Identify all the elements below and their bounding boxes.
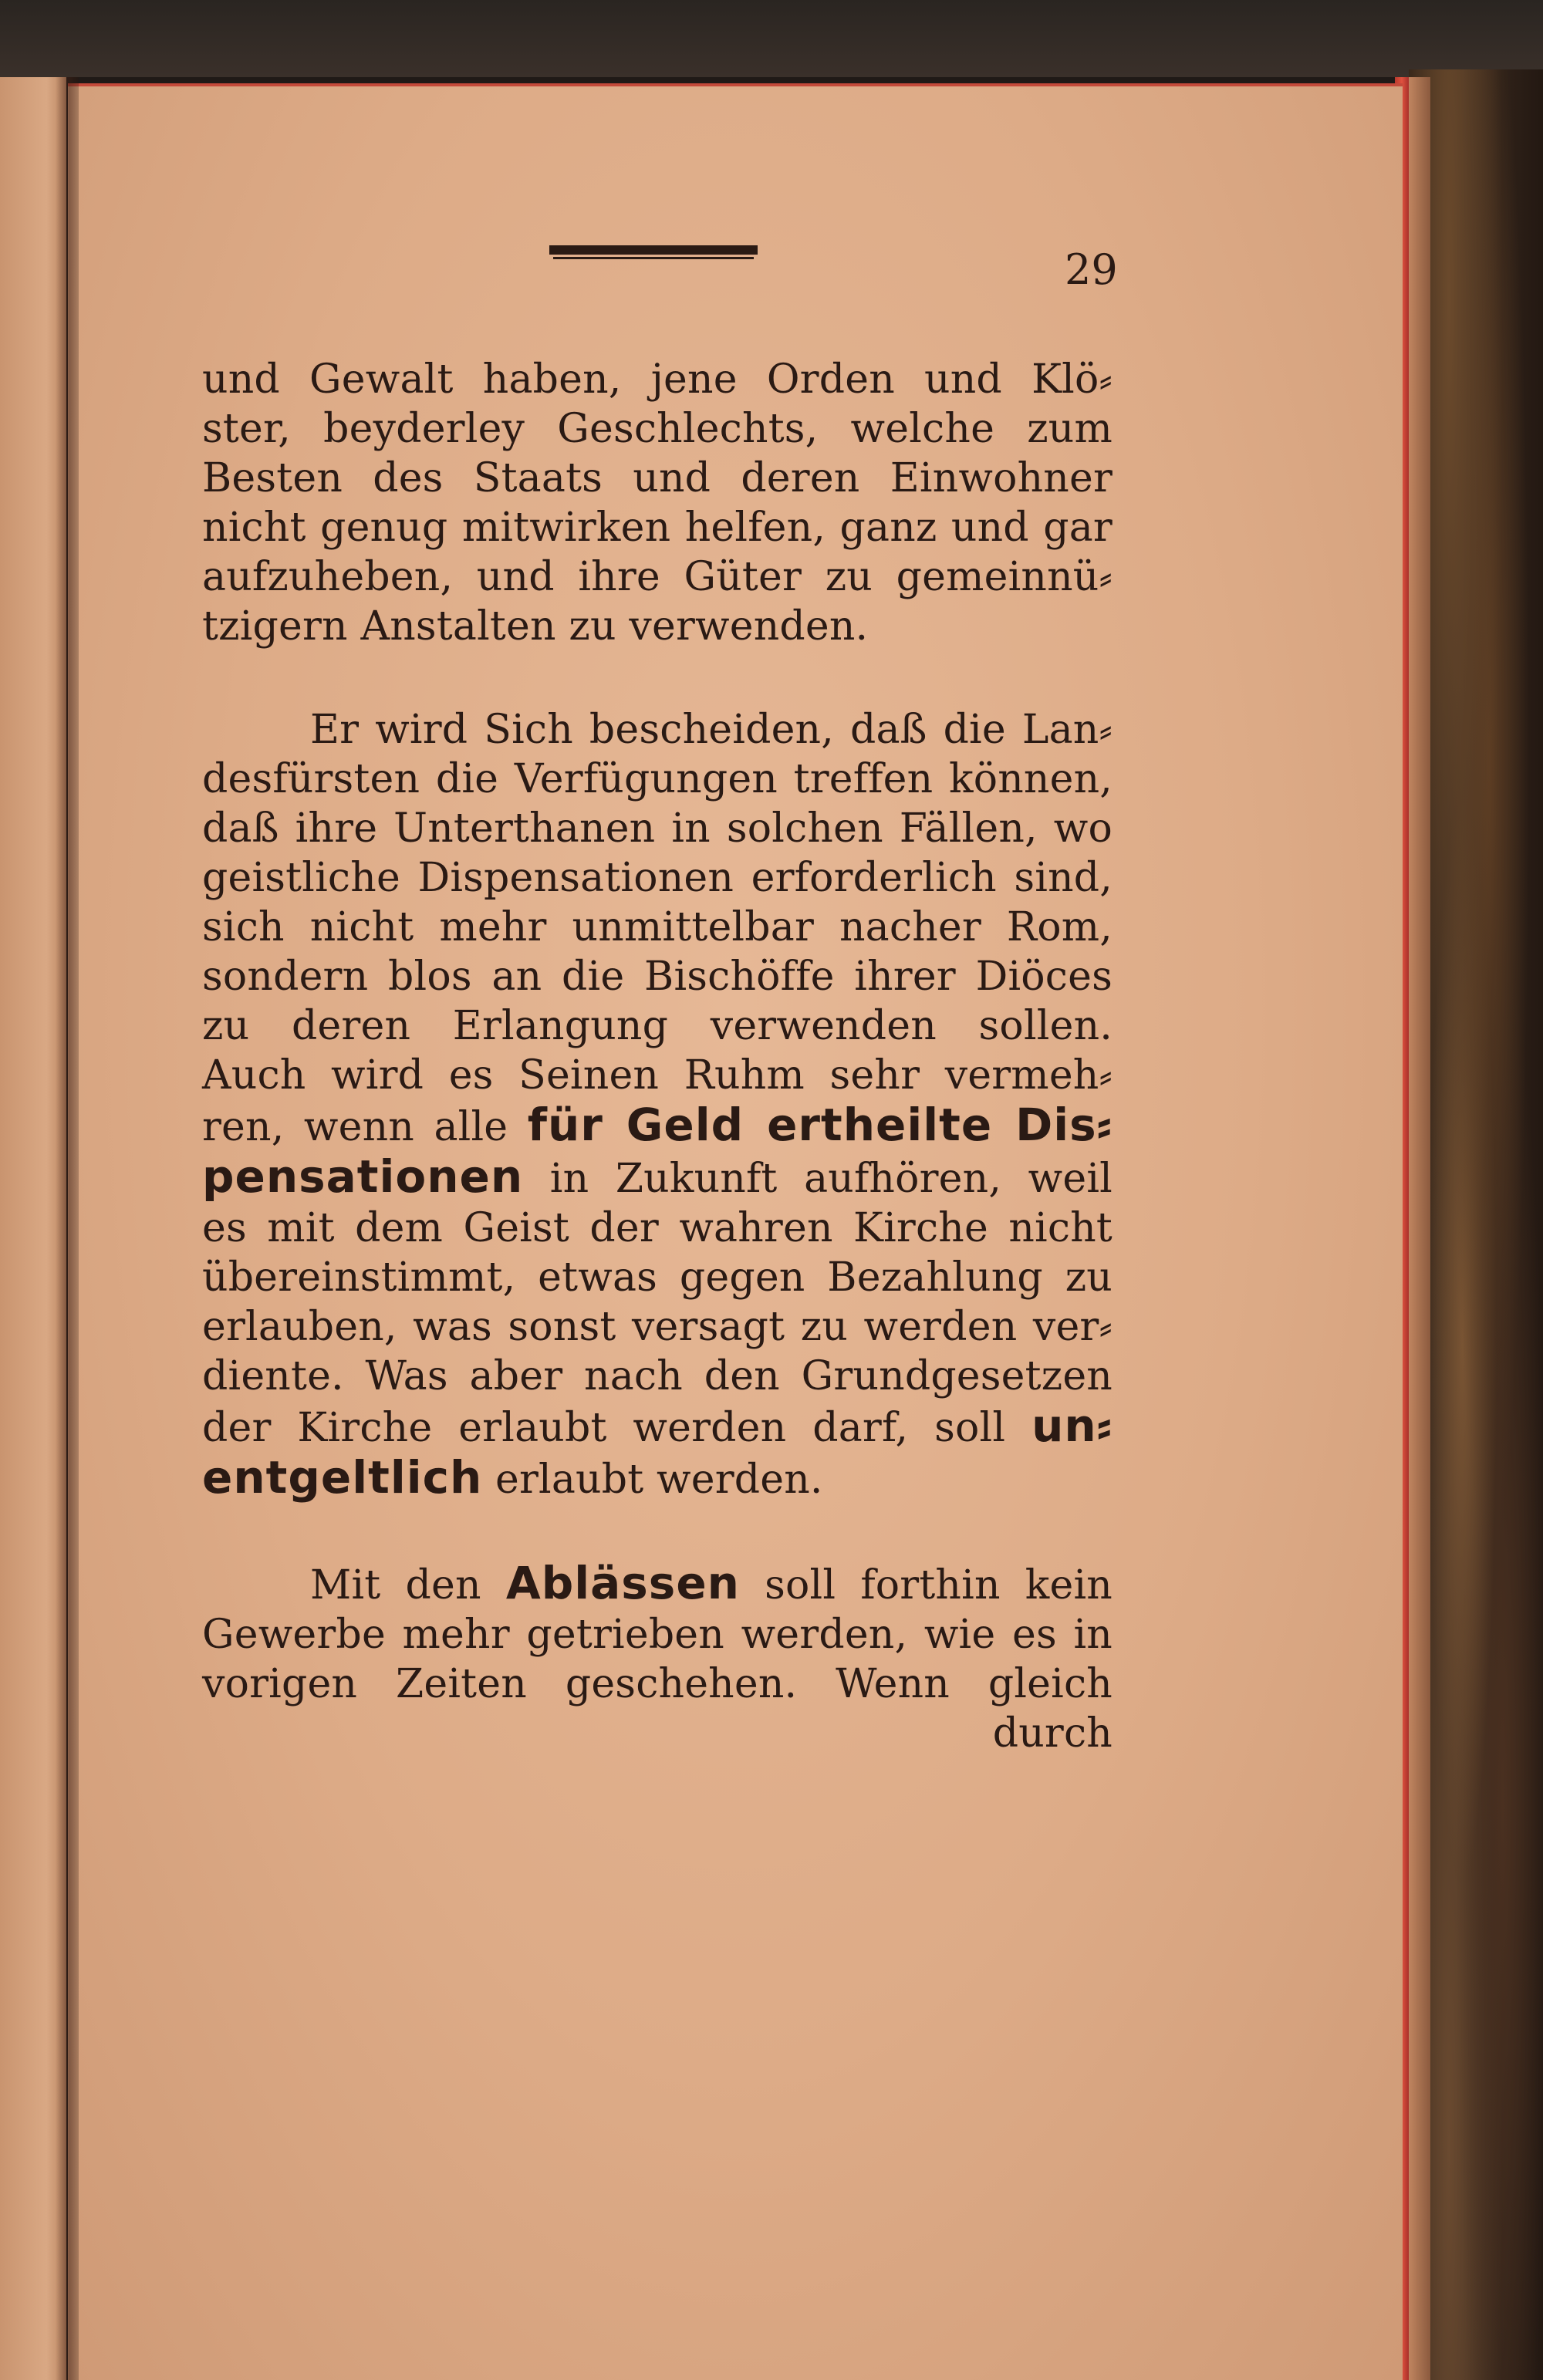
text-line [202, 1100, 1113, 1152]
text-line [202, 1453, 1113, 1504]
text-run: soll forthin kein [739, 1562, 1113, 1609]
text-line: Besten des Staats und deren Einwohner [202, 455, 1113, 501]
emphasized-text: un⸗ [1031, 1399, 1113, 1452]
paragraph-gap [202, 1504, 1113, 1558]
text-line: sondern blos an die Bischöffe ihrer Diöces [202, 954, 1113, 1000]
text-line: es mit dem Geist der wahren Kirche nicht [202, 1205, 1113, 1251]
text-line: aufzuheben, und ihre Güter zu gemeinnü⸗ [202, 554, 1113, 600]
text-line: erlauben, was sonst versagt zu werden ver⸗ [202, 1304, 1113, 1350]
catchword: durch [992, 1710, 1113, 1757]
text-line: vorigen Zeiten geschehen. Wenn gleich [202, 1661, 1113, 1707]
scan-background [0, 0, 1543, 77]
text-run: in Zukunft aufhören, weil [523, 1156, 1113, 1202]
text-run: erlaubt werden. [482, 1457, 823, 1503]
text-run: Mit den [310, 1562, 506, 1609]
text-line: daß ihre Unterthanen in solchen Fällen, wo [202, 805, 1113, 852]
text-line: tzigern Anstalten zu verwenden. [202, 603, 869, 650]
text-line: sich nicht mehr unmittelbar nacher Rom, [202, 904, 1113, 950]
text-line: Gewerbe mehr getrieben werden, wie es in [202, 1612, 1113, 1658]
paragraph-gap [202, 651, 1113, 705]
text-line: geistliche Dispensationen erforderlich sind, [202, 855, 1113, 901]
page-number: 29 [1065, 245, 1118, 294]
text-line [202, 1401, 1113, 1453]
text-line [202, 1558, 1113, 1610]
text-line [202, 1152, 1113, 1204]
cover-inner-edge [1409, 77, 1430, 2380]
text-line: Auch wird es Seinen Ruhm sehr vermeh⸗ [202, 1052, 1113, 1099]
emphasized-text: pensationen [202, 1150, 524, 1203]
text-line: zu deren Erlangung verwenden sollen. [202, 1003, 1113, 1049]
body-text [202, 355, 1113, 1758]
text-line: und Gewalt haben, jene Orden und Klö⸗ [202, 356, 1113, 403]
text-line: diente. Was aber nach den Grundgesetzen [202, 1353, 1113, 1399]
text-run: ren, wenn alle [202, 1104, 528, 1150]
text-line: desfürsten die Verfügungen treffen können, [202, 756, 1113, 802]
emphasized-text: für Geld ertheilte Dis⸗ [527, 1099, 1113, 1151]
emphasized-text: entgeltlich [202, 1451, 483, 1504]
text-line: ster, beyderley Geschlechts, welche zum [202, 406, 1113, 452]
text-line: übereinstimmt, etwas gegen Bezahlung zu [202, 1254, 1113, 1301]
header-ornament-rule [549, 245, 758, 257]
text-line: Er wird Sich bescheiden, daß die Lan⸗ [310, 707, 1113, 753]
emphasized-text: Ablässen [505, 1557, 740, 1609]
gutter-shadow [56, 77, 79, 2380]
text-line: nicht genug mitwirken helfen, ganz und gar [202, 505, 1113, 551]
text-run: der Kirche erlaubt werden darf, soll [202, 1405, 1032, 1451]
